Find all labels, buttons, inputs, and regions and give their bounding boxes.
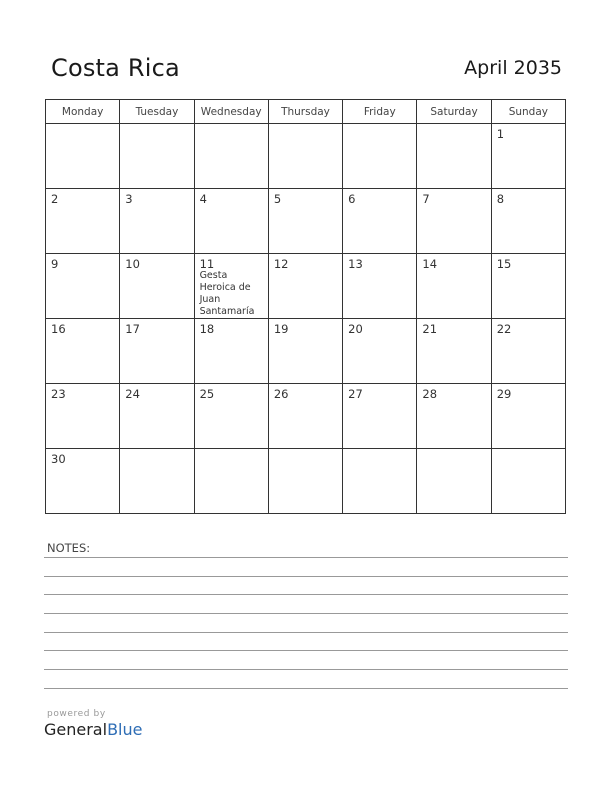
weekday-tuesday: Tuesday bbox=[120, 100, 194, 124]
day-number: 6 bbox=[348, 192, 356, 206]
day-cell[interactable] bbox=[417, 124, 491, 189]
weekday-wednesday: Wednesday bbox=[194, 100, 268, 124]
day-cell[interactable] bbox=[491, 124, 565, 189]
day-cell[interactable] bbox=[491, 449, 565, 514]
weekday-row bbox=[46, 100, 566, 124]
note-line bbox=[44, 557, 568, 558]
day-number: 7 bbox=[422, 192, 430, 206]
day-cell[interactable] bbox=[268, 319, 342, 384]
day-number: 23 bbox=[51, 387, 66, 401]
note-line bbox=[44, 613, 568, 614]
day-cell[interactable] bbox=[343, 124, 417, 189]
notes-label: NOTES: bbox=[47, 541, 91, 555]
month-year-title: April 2035 bbox=[464, 57, 562, 79]
day-number: 3 bbox=[125, 192, 133, 206]
day-cell[interactable] bbox=[120, 449, 194, 514]
note-line bbox=[44, 632, 568, 633]
note-line bbox=[44, 650, 568, 651]
day-number: 26 bbox=[273, 387, 289, 401]
day-number: 22 bbox=[496, 322, 512, 336]
week-row bbox=[46, 189, 566, 254]
note-line bbox=[44, 594, 568, 595]
day-cell[interactable] bbox=[343, 449, 417, 514]
week-row bbox=[46, 449, 566, 514]
week-row bbox=[46, 384, 566, 449]
brand-blue: Blue bbox=[107, 720, 143, 739]
day-cell[interactable] bbox=[343, 384, 417, 449]
brand-general: General bbox=[44, 720, 108, 739]
day-number: 20 bbox=[348, 322, 363, 336]
day-cell[interactable] bbox=[46, 449, 120, 514]
day-number: 4 bbox=[199, 192, 207, 206]
generalblue-logo[interactable] bbox=[44, 720, 142, 739]
day-cell[interactable] bbox=[46, 319, 120, 384]
holiday-label: Gesta Heroica de Juan Santamaría bbox=[199, 270, 255, 317]
day-number: 17 bbox=[125, 322, 140, 336]
weekday-friday: Friday bbox=[343, 100, 417, 124]
day-number: 2 bbox=[51, 192, 59, 206]
day-number: 19 bbox=[273, 322, 289, 336]
country-title: Costa Rica bbox=[51, 54, 180, 82]
note-line bbox=[44, 688, 568, 689]
weekday-monday: Monday bbox=[46, 100, 120, 124]
day-number: 12 bbox=[273, 257, 289, 271]
day-number: 9 bbox=[51, 257, 59, 271]
day-cell[interactable] bbox=[343, 189, 417, 254]
day-number: 30 bbox=[51, 452, 66, 466]
day-cell[interactable] bbox=[194, 384, 268, 449]
day-cell[interactable] bbox=[194, 189, 268, 254]
day-cell[interactable] bbox=[491, 189, 565, 254]
weekday-thursday: Thursday bbox=[268, 100, 342, 124]
week-row bbox=[46, 124, 566, 189]
day-cell[interactable] bbox=[417, 254, 491, 319]
day-cell[interactable] bbox=[343, 254, 417, 319]
day-cell[interactable] bbox=[268, 189, 342, 254]
day-cell[interactable] bbox=[46, 124, 120, 189]
weekday-header bbox=[46, 100, 566, 124]
calendar-body bbox=[46, 124, 566, 514]
day-number: 18 bbox=[199, 322, 215, 336]
day-number: 24 bbox=[125, 387, 140, 401]
day-number: 27 bbox=[348, 387, 363, 401]
day-cell[interactable] bbox=[268, 254, 342, 319]
weekday-saturday: Saturday bbox=[417, 100, 491, 124]
day-cell[interactable] bbox=[194, 254, 268, 319]
day-number: 16 bbox=[51, 322, 66, 336]
day-cell[interactable] bbox=[491, 254, 565, 319]
calendar-grid bbox=[45, 99, 566, 514]
day-cell[interactable] bbox=[194, 319, 268, 384]
day-cell[interactable] bbox=[343, 319, 417, 384]
week-row bbox=[46, 254, 566, 319]
day-cell[interactable] bbox=[491, 384, 565, 449]
day-number: 14 bbox=[422, 257, 438, 271]
day-cell[interactable] bbox=[417, 384, 491, 449]
day-number: 21 bbox=[422, 322, 438, 336]
day-cell[interactable] bbox=[46, 189, 120, 254]
day-number: 15 bbox=[496, 257, 512, 271]
day-cell[interactable] bbox=[120, 254, 194, 319]
day-number: 8 bbox=[496, 192, 505, 206]
note-line bbox=[44, 669, 568, 670]
day-cell[interactable] bbox=[194, 124, 268, 189]
day-cell[interactable] bbox=[120, 189, 194, 254]
day-number: 10 bbox=[125, 257, 140, 271]
day-cell[interactable] bbox=[417, 449, 491, 514]
day-number: 1 bbox=[496, 127, 505, 141]
day-cell[interactable] bbox=[417, 319, 491, 384]
week-row bbox=[46, 319, 566, 384]
day-number: 11 bbox=[199, 257, 215, 271]
day-cell[interactable] bbox=[268, 449, 342, 514]
day-cell[interactable] bbox=[268, 124, 342, 189]
weekday-sunday: Sunday bbox=[491, 100, 565, 124]
day-cell[interactable] bbox=[120, 384, 194, 449]
day-cell[interactable] bbox=[491, 319, 565, 384]
day-cell[interactable] bbox=[120, 124, 194, 189]
day-cell[interactable] bbox=[120, 319, 194, 384]
day-number: 29 bbox=[496, 387, 512, 401]
day-number: 5 bbox=[273, 192, 282, 206]
powered-by-text: powered by bbox=[47, 709, 106, 719]
note-line bbox=[44, 576, 568, 577]
day-cell[interactable] bbox=[46, 384, 120, 449]
day-cell[interactable] bbox=[417, 189, 491, 254]
day-number: 28 bbox=[422, 387, 438, 401]
day-number: 25 bbox=[199, 387, 215, 401]
day-cell[interactable] bbox=[194, 449, 268, 514]
day-number: 13 bbox=[348, 257, 363, 271]
day-cell[interactable] bbox=[268, 384, 342, 449]
day-cell[interactable] bbox=[46, 254, 120, 319]
